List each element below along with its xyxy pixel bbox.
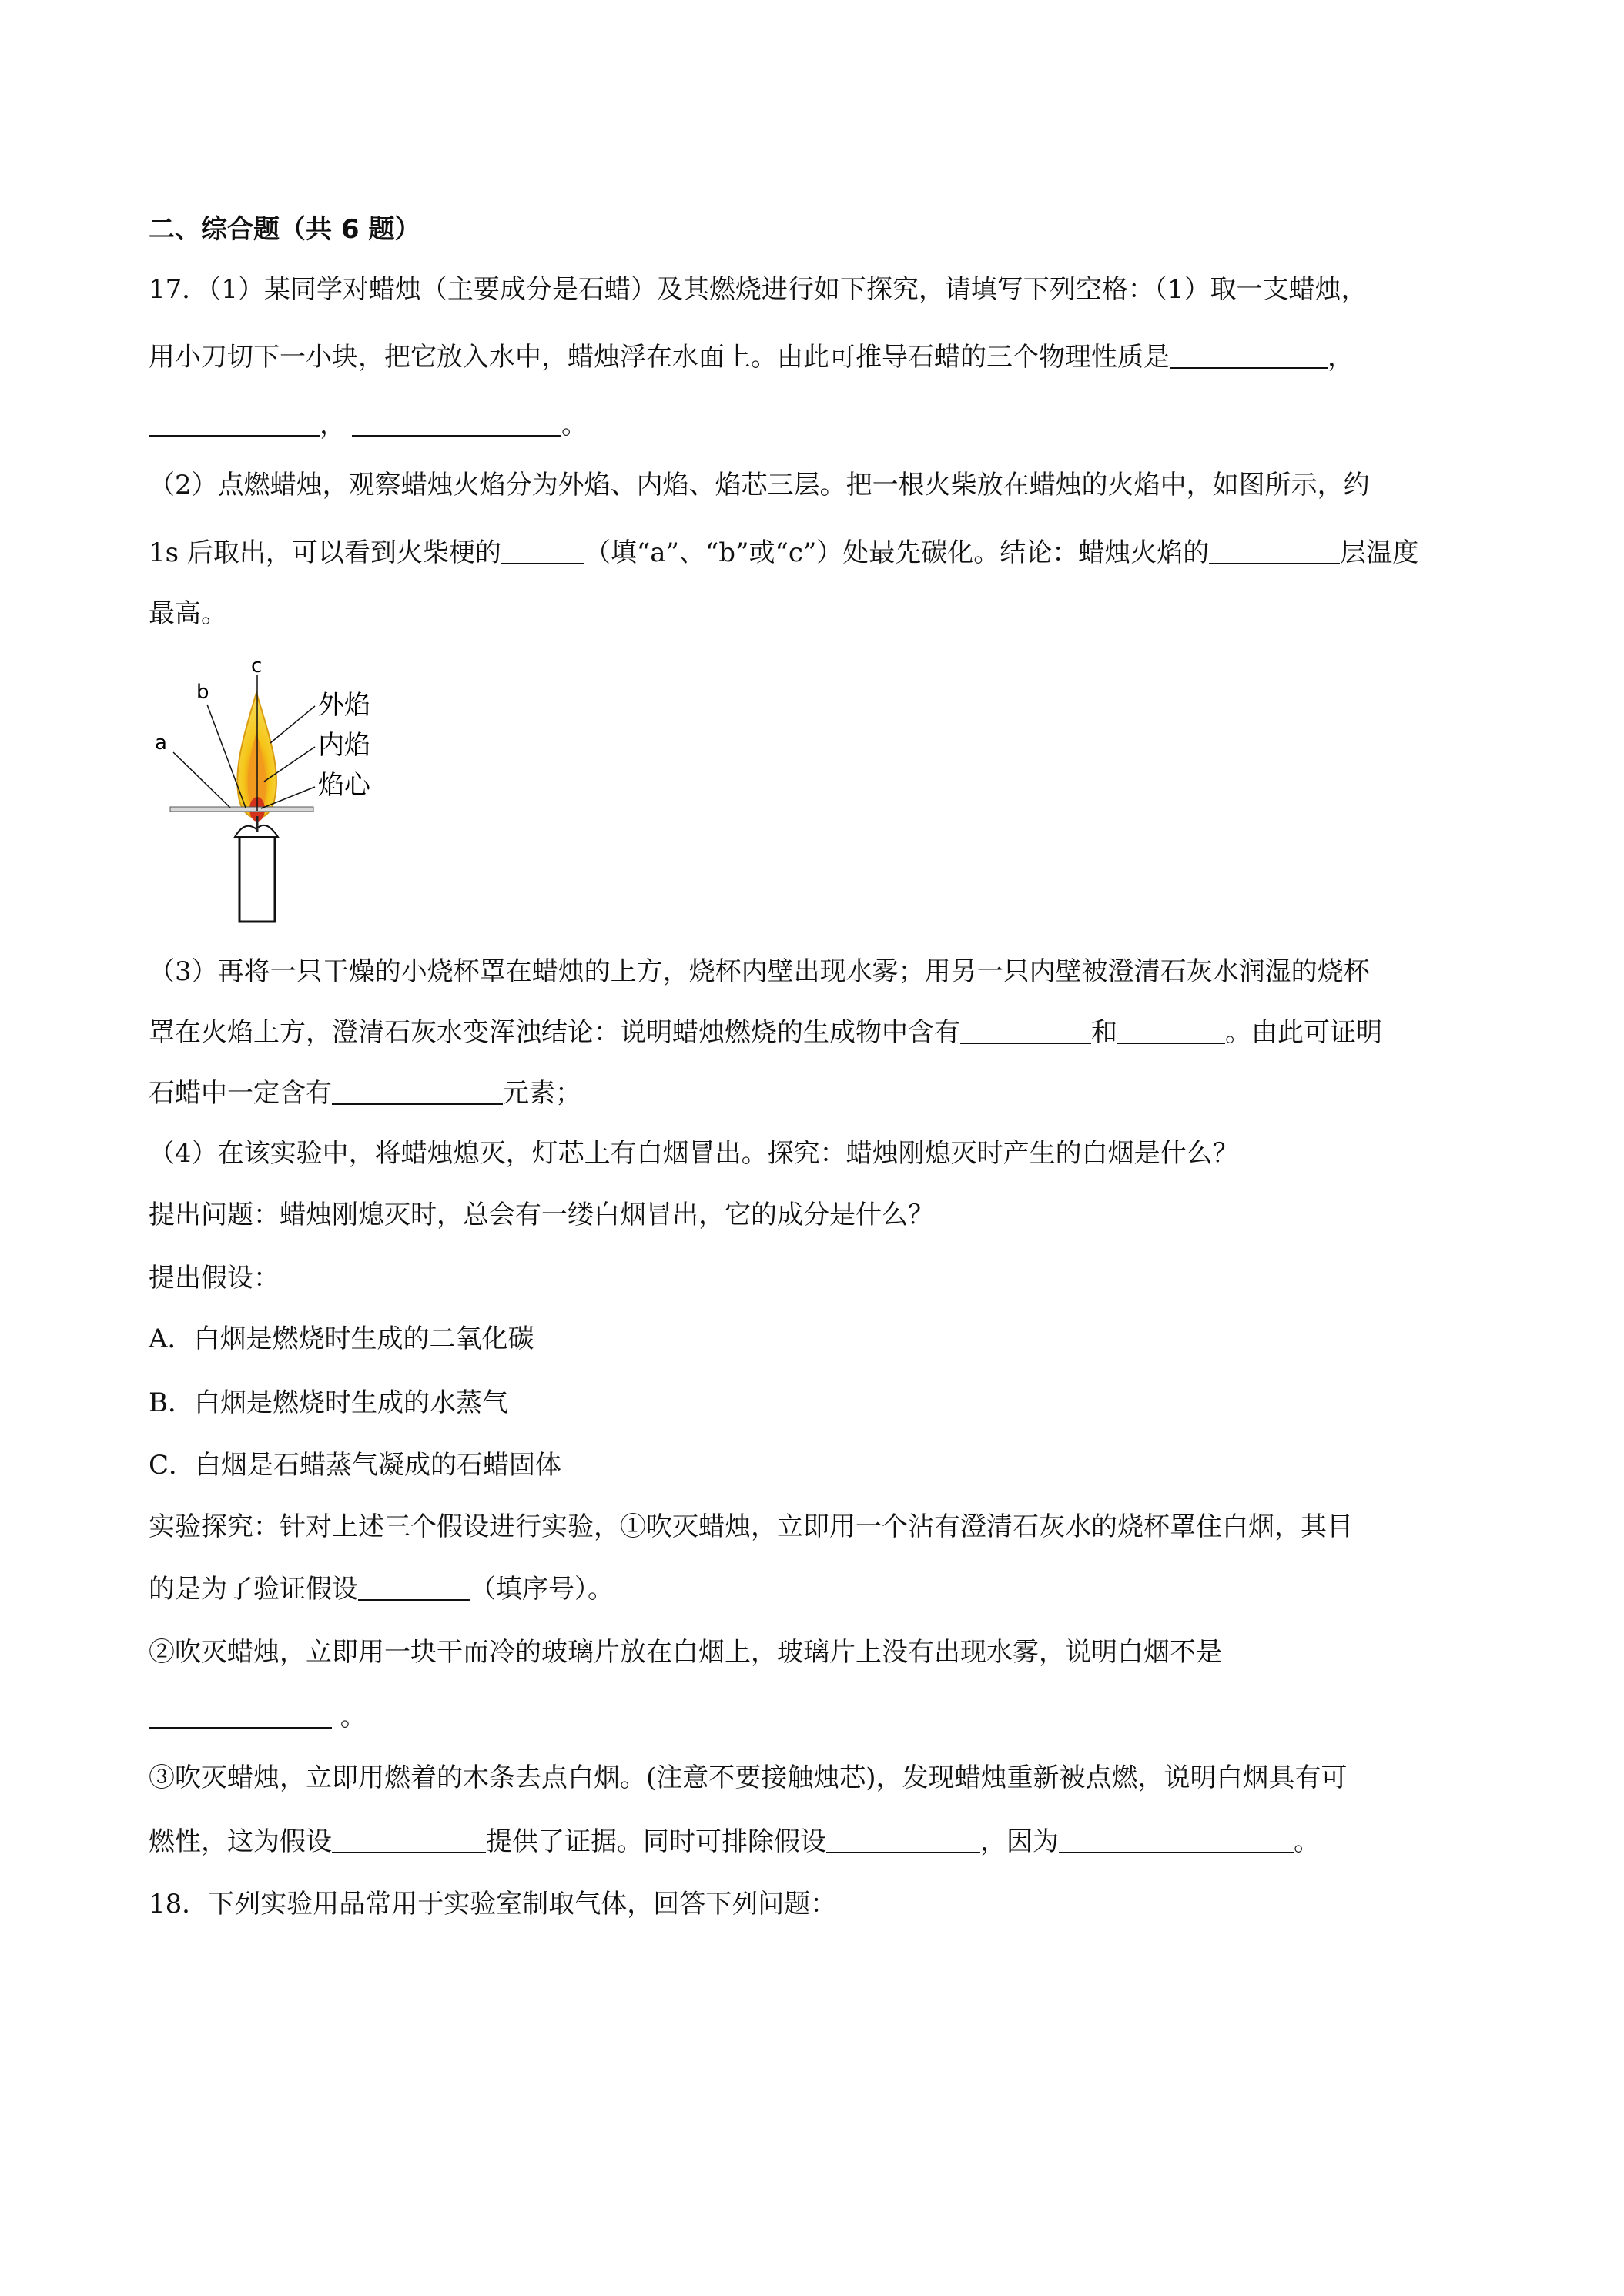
answer-blank[interactable] — [332, 1080, 503, 1105]
answer-blank[interactable] — [501, 540, 584, 564]
answer-blank[interactable] — [960, 1019, 1091, 1044]
experiment2-line1: ②吹灭蜡烛，立即用一块干而冷的玻璃片放在白烟上，玻璃片上没有出现水雾，说明白烟不是 — [149, 1637, 1222, 1668]
experiment3-line1: ③吹灭蜡烛，立即用燃着的木条去点白烟。(注意不要接触烛芯)，发现蜡烛重新被点燃，说明白烟具有可 — [149, 1762, 1348, 1793]
label-c: c — [251, 658, 263, 678]
answer-blank[interactable] — [358, 1576, 470, 1601]
matchstick — [170, 807, 313, 812]
q17-part3-line2 — [149, 1016, 1382, 1049]
answer-blank[interactable] — [826, 1829, 980, 1853]
answer-blank[interactable] — [352, 412, 561, 437]
experiment-text-b: （填序号）。 — [470, 1574, 614, 1605]
answer-blank[interactable] — [1170, 344, 1328, 369]
q17-part2-text-a: 1s 后取出，可以看到火柴梗的 — [149, 537, 501, 568]
q17-line3-end: 。 — [561, 410, 588, 440]
q17-part3-text-d: 石蜡中一定含有 — [149, 1078, 332, 1109]
q17-part3-text-a: 罩在火焰上方，澄清石灰水变浑浊结论：说明蜡烛燃烧的生成物中含有 — [149, 1017, 960, 1048]
answer-blank[interactable] — [149, 412, 320, 437]
q17-line2-end: ， — [1328, 342, 1354, 373]
q17-part3-text-c: 。由此可证明 — [1225, 1017, 1382, 1048]
experiment-text-a: 的是为了验证假设 — [149, 1574, 358, 1605]
q18-line1: 18．下列实验用品常用于实验室制取气体，回答下列问题： — [149, 1889, 837, 1919]
experiment3-text-a: 燃性，这为假设 — [149, 1826, 332, 1857]
candle-body — [239, 835, 275, 922]
label-a: a — [155, 731, 167, 755]
q17-line3 — [149, 408, 588, 442]
hypothesis-c: C．白烟是石蜡蒸气凝成的石蜡固体 — [149, 1450, 562, 1481]
answer-blank[interactable] — [149, 1704, 332, 1729]
q17-part2-line3: 最高。 — [149, 598, 227, 629]
experiment-line1: 实验探究：针对上述三个假设进行实验，①吹灭蜡烛，立即用一个沾有澄清石灰水的烧杯罩住白烟，其目 — [149, 1511, 1353, 1542]
q17-part2-text-b: （填“a”、“b”或“c”）处最先碳化。结论：蜡烛火焰的 — [584, 537, 1210, 568]
q17-part4-line1: （4）在该实验中，将蜡烛熄灭，灯芯上有白烟冒出。探究：蜡烛刚熄灭时产生的白烟是什么？ — [149, 1138, 1239, 1169]
pointer-outer — [270, 706, 315, 743]
q17-line3-sep: ， — [320, 410, 346, 440]
hypothesis-label: 提出假设： — [149, 1263, 280, 1294]
answer-blank[interactable] — [332, 1829, 486, 1853]
answer-blank[interactable] — [1117, 1019, 1225, 1044]
experiment2-end: 。 — [332, 1702, 367, 1732]
experiment3-text-c: ，因为 — [980, 1826, 1059, 1857]
q17-part3-text-e: 元素； — [503, 1078, 581, 1109]
q17-part2-text-c: 层温度 — [1340, 537, 1419, 568]
experiment3-line2 — [149, 1825, 1320, 1859]
label-outer-flame: 外焰 — [318, 690, 370, 721]
hypothesis-a: A．白烟是燃烧时生成的二氧化碳 — [149, 1324, 534, 1354]
experiment2-line2 — [149, 1700, 367, 1734]
q17-line2-text: 用小刀切下一小块，把它放入水中，蜡烛浮在水面上。由此可推导石蜡的三个物理性质是 — [149, 342, 1170, 373]
q17-part3-line3 — [149, 1076, 581, 1110]
q17-line1: 17．（1）某同学对蜡烛（主要成分是石蜡）及其燃烧进行如下探究，请填写下列空格：（1）取一支蜡烛， — [149, 274, 1368, 305]
label-inner-flame: 内焰 — [318, 730, 370, 761]
answer-blank[interactable] — [1209, 540, 1340, 564]
pointer-a — [173, 752, 230, 808]
candle-flame-diagram — [149, 658, 380, 924]
q17-part2-line2 — [149, 536, 1418, 570]
experiment3-text-b: 提供了证据。同时可排除假设 — [486, 1826, 826, 1857]
section-title: 二、综合题（共 6 题） — [149, 214, 421, 245]
q17-part3-text-b: 和 — [1091, 1017, 1117, 1048]
experiment-line2 — [149, 1572, 614, 1606]
answer-blank[interactable] — [1059, 1829, 1294, 1853]
label-flame-core: 焰心 — [318, 770, 370, 801]
q17-part2-line1: （2）点燃蜡烛，观察蜡烛火焰分为外焰、内焰、焰芯三层。把一根火柴放在蜡烛的火焰中，如图所示，约 — [149, 470, 1370, 500]
label-b: b — [196, 681, 209, 704]
experiment3-text-d: 。 — [1294, 1826, 1320, 1857]
hypothesis-b: B．白烟是燃烧时生成的水蒸气 — [149, 1387, 508, 1418]
q17-part3-line1: （3）再将一只干燥的小烧杯罩在蜡烛的上方，烧杯内壁出现水雾；用另一只内壁被澄清石灰水润湿的烧杯 — [149, 956, 1370, 987]
q17-line2 — [149, 340, 1354, 374]
question-line: 提出问题：蜡烛刚熄灭时，总会有一缕白烟冒出，它的成分是什么？ — [149, 1200, 934, 1230]
